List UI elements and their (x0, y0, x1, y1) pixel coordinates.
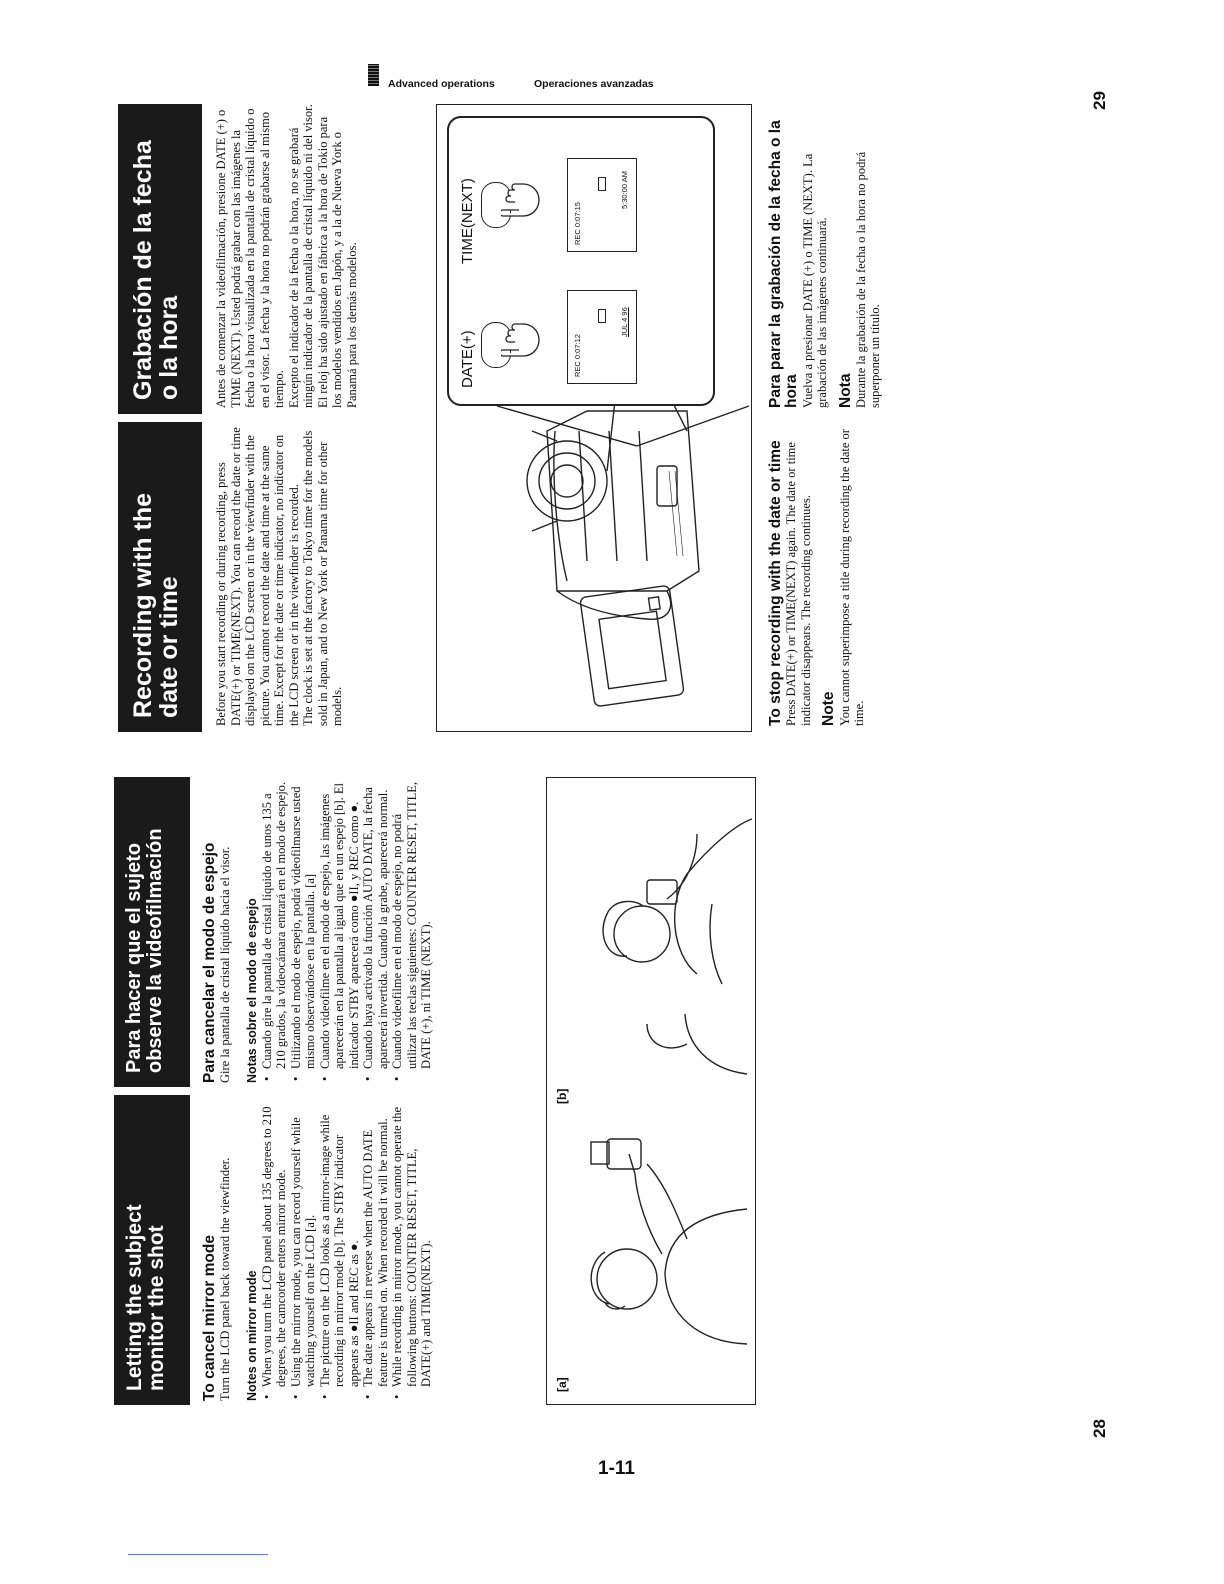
footer-number: 1-11 (598, 1458, 635, 1479)
screen-rec-counter: REC 0:07:12 (573, 334, 582, 377)
date-stop-text-en: Press DATE(+) or TIME(NEXT) again. The date or time indicator disappears. The recording continues. (784, 442, 813, 726)
date-title-es-line1: Grabación de la fecha (129, 140, 157, 400)
lcd-screen-date (567, 290, 637, 384)
date-body-es (214, 104, 359, 408)
footer-rule (128, 1554, 268, 1555)
date-time-callout (447, 116, 715, 406)
page-number-right: 29 (1090, 91, 1109, 110)
mirror-column-es (202, 777, 434, 1083)
date-title-es (118, 104, 202, 414)
section-marker (368, 64, 379, 86)
mirror-cancel-heading-en: To cancel mirror mode (201, 1235, 218, 1401)
mirror-title-es (114, 777, 190, 1087)
list-item: • Cuando gire la pantalla de cristal líquido de unos 135 a 210 grados, la videocámara entrará en el modo de espejo. (260, 777, 289, 1083)
date-illustration (436, 104, 752, 732)
date-body-en-para1: Before you start recording or during recording, press DATE(+) or TIME(NEXT). You can record the date or time displayed on the LCD screen or in the viewfinder with the picture. You cannot record the date and time at the same time. Except for the date or time indicator, no indicator on the LCD screen or in the viewfinder is recorded. (214, 427, 301, 726)
running-head-english: Advanced operations (388, 78, 495, 90)
mirror-mode-drawing (547, 776, 757, 1404)
tape-icon (598, 309, 606, 323)
screen-time-readout: 5:30:00 AM (620, 171, 629, 209)
date-stop-heading-en: To stop recording with the date or time (767, 440, 784, 726)
list-item: • Cuando haya activado la función AUTO DATE, la fecha aparecerá invertida. Cuando la grabe, aparecerá normal. (361, 777, 390, 1083)
figure-label-a: [a] (555, 1377, 569, 1392)
list-item: • Cuando videofilme en el modo de espejo, no podrá utilizar las teclas siguientes: COUNTER RESET, TITLE, DATE (+), ni TIME (NEXT). (390, 777, 434, 1083)
lcd-screen-time (567, 158, 637, 252)
mirror-notes-list-es (260, 777, 434, 1083)
date-body-en-para2: The clock is set at the factory to Tokyo time for the models sold in Japan, and to New York or Panama time for other models. (301, 430, 344, 726)
running-head (368, 64, 688, 88)
finger-press-icon (501, 320, 541, 364)
finger-press-icon (501, 180, 541, 224)
list-item: • The date appears in reverse when the AUTO DATE feature is turned on. When recorded it will be normal. (361, 1101, 390, 1401)
date-stop-section-en (768, 426, 867, 726)
mirror-title-en-line1: Letting the subject (123, 1204, 146, 1391)
mirror-page (114, 777, 764, 1405)
date-note-heading-es: Nota (836, 373, 854, 408)
mirror-notes-heading-es: Notas sobre el modo de espejo (244, 898, 259, 1083)
screen-date-readout: JUL 4 96 (620, 307, 629, 337)
list-item: • While recording in mirror mode, you cannot operate the following buttons: COUNTER RESET, TITLE, DATE(+) and TIME(NEXT). (390, 1101, 434, 1401)
date-body-en (214, 426, 345, 726)
page-number-left: 28 (1090, 1419, 1109, 1438)
date-stop-section-es (768, 104, 883, 408)
running-head-spanish: Operaciones avanzadas (534, 78, 654, 90)
date-stop-heading-es: Para parar la grabación de la fecha o la hora (767, 120, 801, 408)
mirror-cancel-text-en: Turn the LCD panel back toward the viewfinder. (218, 1157, 233, 1401)
list-item: • Using the mirror mode, you can record yourself while watching yourself on the LCD [a]. (289, 1101, 318, 1401)
date-title-es-line2: o la hora (155, 295, 184, 400)
mirror-cancel-heading-es: Para cancelar el modo de espejo (201, 842, 218, 1083)
date-button-label: DATE(+) (459, 330, 476, 388)
screen-rec-counter: REC 0:07:15 (573, 202, 582, 245)
date-note-heading-en: Note (820, 691, 838, 726)
date-title-en-line1: Recording with the (129, 493, 157, 718)
mirror-notes-heading-en: Notes on mirror mode (244, 1270, 259, 1401)
date-body-es-para2: Excepto el indicador de la fecha o la hora, no se grabará ningún indicador de la pantalla de cristal líquido ni del visor. (286, 104, 315, 408)
time-button-label: TIME(NEXT) (459, 178, 476, 264)
date-title-en-line2: date or time (155, 576, 184, 718)
mirror-title-es-line1: Para hacer que el sujeto (123, 842, 145, 1073)
mirror-title-es-line2: observe la videofilmación (144, 828, 166, 1073)
date-note-text-en: You cannot superimpose a title during recording the date or time. (837, 429, 867, 726)
date-note-text-es: Durante la grabación de la fecha o la hora no podrá superponer un título. (853, 151, 883, 408)
list-item: • When you turn the LCD panel about 135 degrees to 210 degrees, the camcorder enters mirror mode. (260, 1101, 289, 1401)
mirror-column-en (202, 1101, 434, 1401)
date-stop-text-es: Vuelva a presionar DATE (+) o TIME (NEXT). La grabación de las imágenes continuará. (800, 153, 830, 408)
date-page (118, 104, 908, 732)
mirror-illustration (546, 777, 756, 1405)
list-item: • The picture on the LCD looks as a mirror-image while recording in mirror mode [b]. The STBY indicator appears as ●II and REC as ●. (318, 1101, 362, 1401)
date-body-es-para1: Antes de comenzar la videofilmación, presione DATE (+) o TIME (NEXT). Usted podrá grabar con las imágenes la fecha o la hora visualizada en la pantalla de cristal líquido o en el visor. La fecha y la hora no podrán grabarse al mismo tiempo. (214, 108, 286, 408)
list-item: • Utilizando el modo de espejo, podrá videofilmarse usted mismo observándose en la pantalla. [a] (289, 777, 318, 1083)
mirror-title-en-line2: monitor the shot (145, 1225, 169, 1391)
date-body-es-para3: El reloj ha sido ajustado en fábrica a la hora de Tokio para los modelos vendidos en Japón, y a la de Nueva York o Panamá para los demás modelos. (315, 116, 359, 408)
mirror-title-en (114, 1095, 190, 1405)
list-item: • Cuando videofilme en el modo de espejo, las imágenes aparecerán en la pantalla al igual que en un espejo [b]. El indicador STBY aparecerá como ●II, y REC como ●. (318, 777, 362, 1083)
tape-icon (598, 177, 606, 191)
mirror-cancel-text-es: Gire la pantalla de cristal líquido hacia el visor. (218, 846, 233, 1083)
mirror-notes-list-en (260, 1101, 434, 1401)
figure-label-b: [b] (555, 1088, 569, 1104)
date-title-en (118, 422, 202, 732)
